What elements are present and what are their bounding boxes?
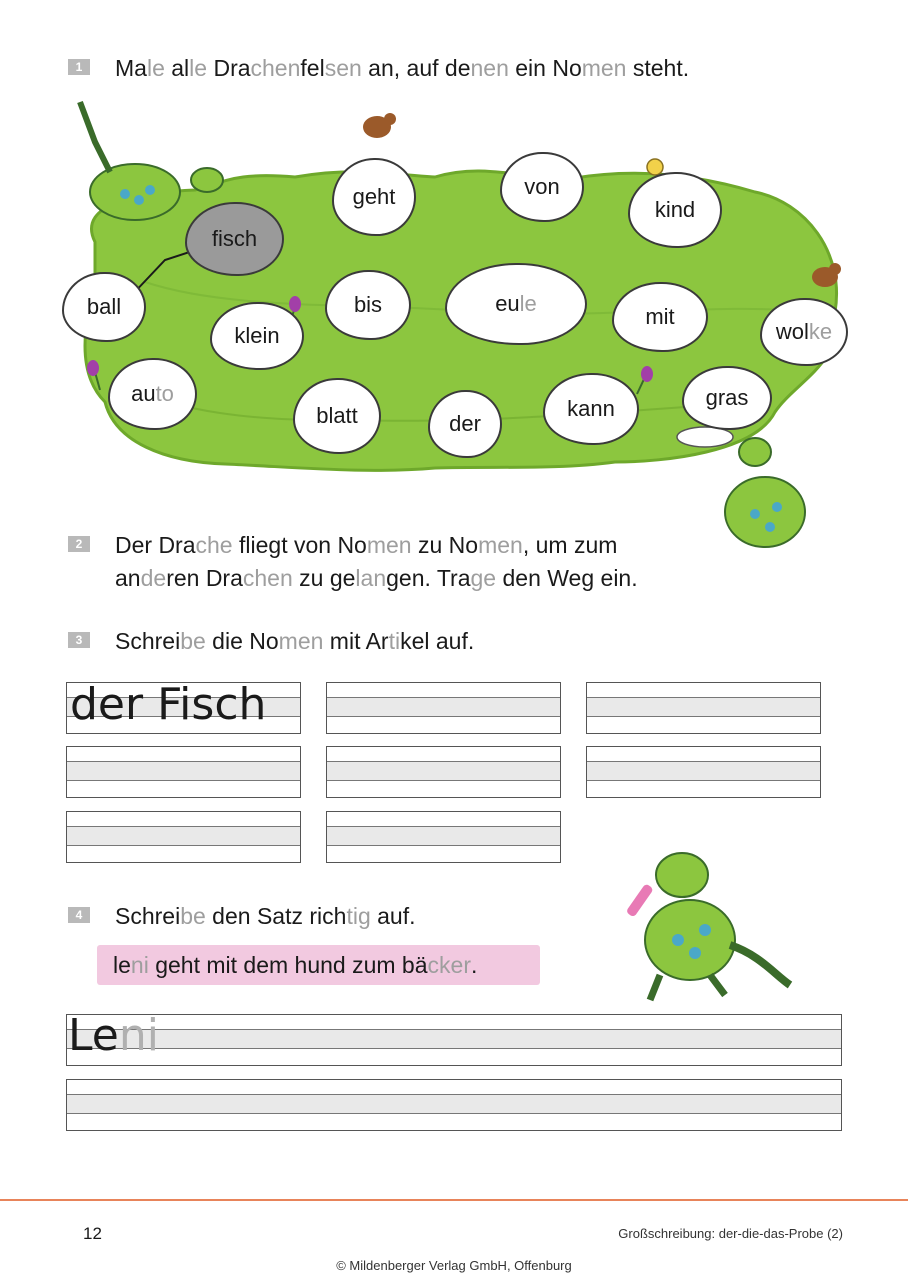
rock-word[interactable]: bis [325,270,411,340]
dragon-bottom-right-icon [677,427,805,547]
page-number: 12 [83,1224,102,1243]
task-3 [68,625,474,658]
task-number: 4 [68,907,90,923]
rock-word[interactable]: mit [612,282,708,352]
task-instruction: Male alle Drachenfelsen an, auf denen ein Nomen steht. [115,55,690,81]
writing-line[interactable] [586,682,821,734]
task-number: 1 [68,59,90,75]
dragon-writing-icon [600,835,800,1010]
sentence-writing-line[interactable] [66,1079,842,1131]
task-number: 2 [68,536,90,552]
snail-icon [647,159,663,175]
task-4 [68,900,416,933]
rock-word[interactable]: von [500,152,584,222]
writing-line[interactable] [66,746,301,798]
task-2 [68,529,638,595]
rock-word[interactable]: gras [682,366,772,430]
rock-word[interactable]: klein [210,302,304,370]
bird-icon [363,113,396,138]
example-answer: der Fisch [70,679,267,730]
rock-word[interactable]: blatt [293,378,381,454]
sentence-to-correct: le ni geht mit dem hund zum bä cker . [97,945,540,985]
rock-word[interactable]: wol ke [760,298,848,366]
writing-line[interactable] [326,811,561,863]
rock-word[interactable]: kind [628,172,722,248]
task-instruction: Der Drache fliegt von Nomen zu Nomen, um zum anderen Drachen zu gelangen. Trage den Weg ein. [115,532,638,591]
footer-divider [0,1199,908,1201]
rock-word[interactable]: fisch [185,202,284,276]
rock-word[interactable]: der [428,390,502,458]
task-instruction: Schreibe den Satz richtig auf. [115,903,416,929]
task-number: 3 [68,632,90,648]
rock-word[interactable]: kann [543,373,639,445]
writing-line[interactable] [326,682,561,734]
task-instruction: Schreibe die Nomen mit Artikel auf. [115,628,475,654]
copyright: © Mildenberger Verlag GmbH, Offenburg [336,1258,572,1273]
footer-title: Großschreibung: der-die-das-Probe (2) [618,1226,843,1241]
rock-word[interactable]: geht [332,158,416,236]
writing-line[interactable] [66,811,301,863]
sentence-start: Leni [68,1010,159,1061]
task-1 [68,52,689,85]
rock-word[interactable]: eu le [445,263,587,345]
writing-line[interactable] [326,746,561,798]
writing-line[interactable] [586,746,821,798]
rock-word[interactable]: ball [62,272,146,342]
sentence-writing-line[interactable] [66,1010,842,1066]
rock-word[interactable]: au to [108,358,197,430]
